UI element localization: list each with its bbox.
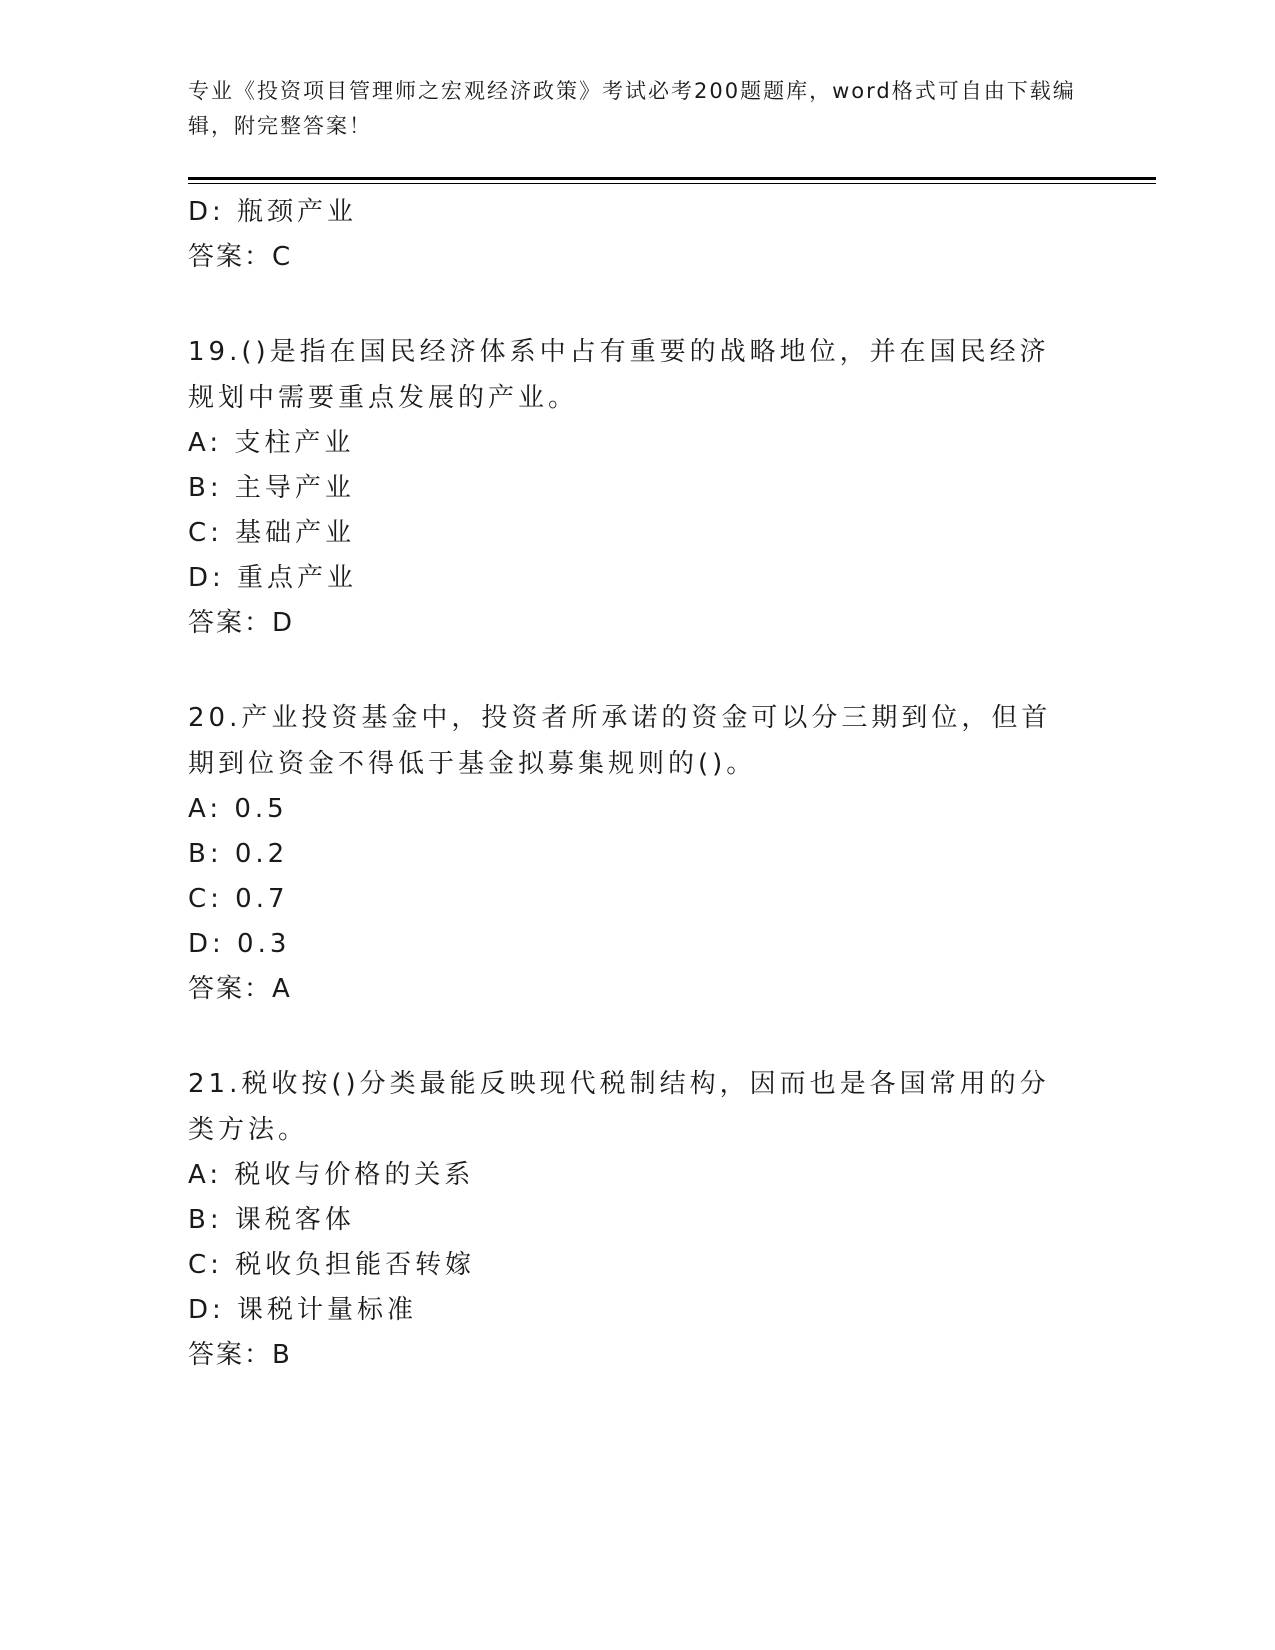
option-c: C: 税收负担能否转嫁 <box>188 1250 476 1280</box>
header-divider <box>188 177 1156 180</box>
option-d: D: 重点产业 <box>188 563 358 593</box>
option-a: A: 税收与价格的关系 <box>188 1160 475 1190</box>
answer-line: 答案：A <box>188 974 292 1004</box>
question-text: 19.()是指在国民经济体系中占有重要的战略地位，并在国民经济规划中需要重点发展的产业。 <box>188 337 1050 413</box>
option-b: B: 课税客体 <box>188 1205 355 1235</box>
question-text: 20.产业投资基金中，投资者所承诺的资金可以分三期到位，但首期到位资金不得低于基金拟募集规则的()。 <box>188 703 1052 779</box>
option-b: B: 主导产业 <box>188 473 355 503</box>
question-list <box>188 190 1088 1378</box>
option-a: A: 0.5 <box>188 794 288 824</box>
option-c: C: 基础产业 <box>188 518 356 548</box>
option-b: B: 0.2 <box>188 839 289 869</box>
option-d: D: 0.3 <box>188 929 291 959</box>
answer-line: 答案：B <box>188 1340 292 1370</box>
question-text: 21.税收按()分类最能反映现代税制结构，因而也是各国常用的分类方法。 <box>188 1069 1050 1145</box>
answer-line: 答案：C <box>188 242 293 272</box>
question-21 <box>188 1061 1088 1378</box>
option-a: A: 支柱产业 <box>188 428 355 458</box>
answer-line: 答案：D <box>188 608 295 638</box>
question-19 <box>188 329 1088 646</box>
option-d: D: 课税计量标准 <box>188 1295 418 1325</box>
option-d: D: 瓶颈产业 <box>188 197 358 227</box>
document-header: 专业《投资项目管理师之宏观经济政策》考试必考200题题库，word格式可自由下载编辑，附完整答案！ <box>188 79 1076 138</box>
option-c: C: 0.7 <box>188 884 289 914</box>
question-20 <box>188 695 1088 1012</box>
